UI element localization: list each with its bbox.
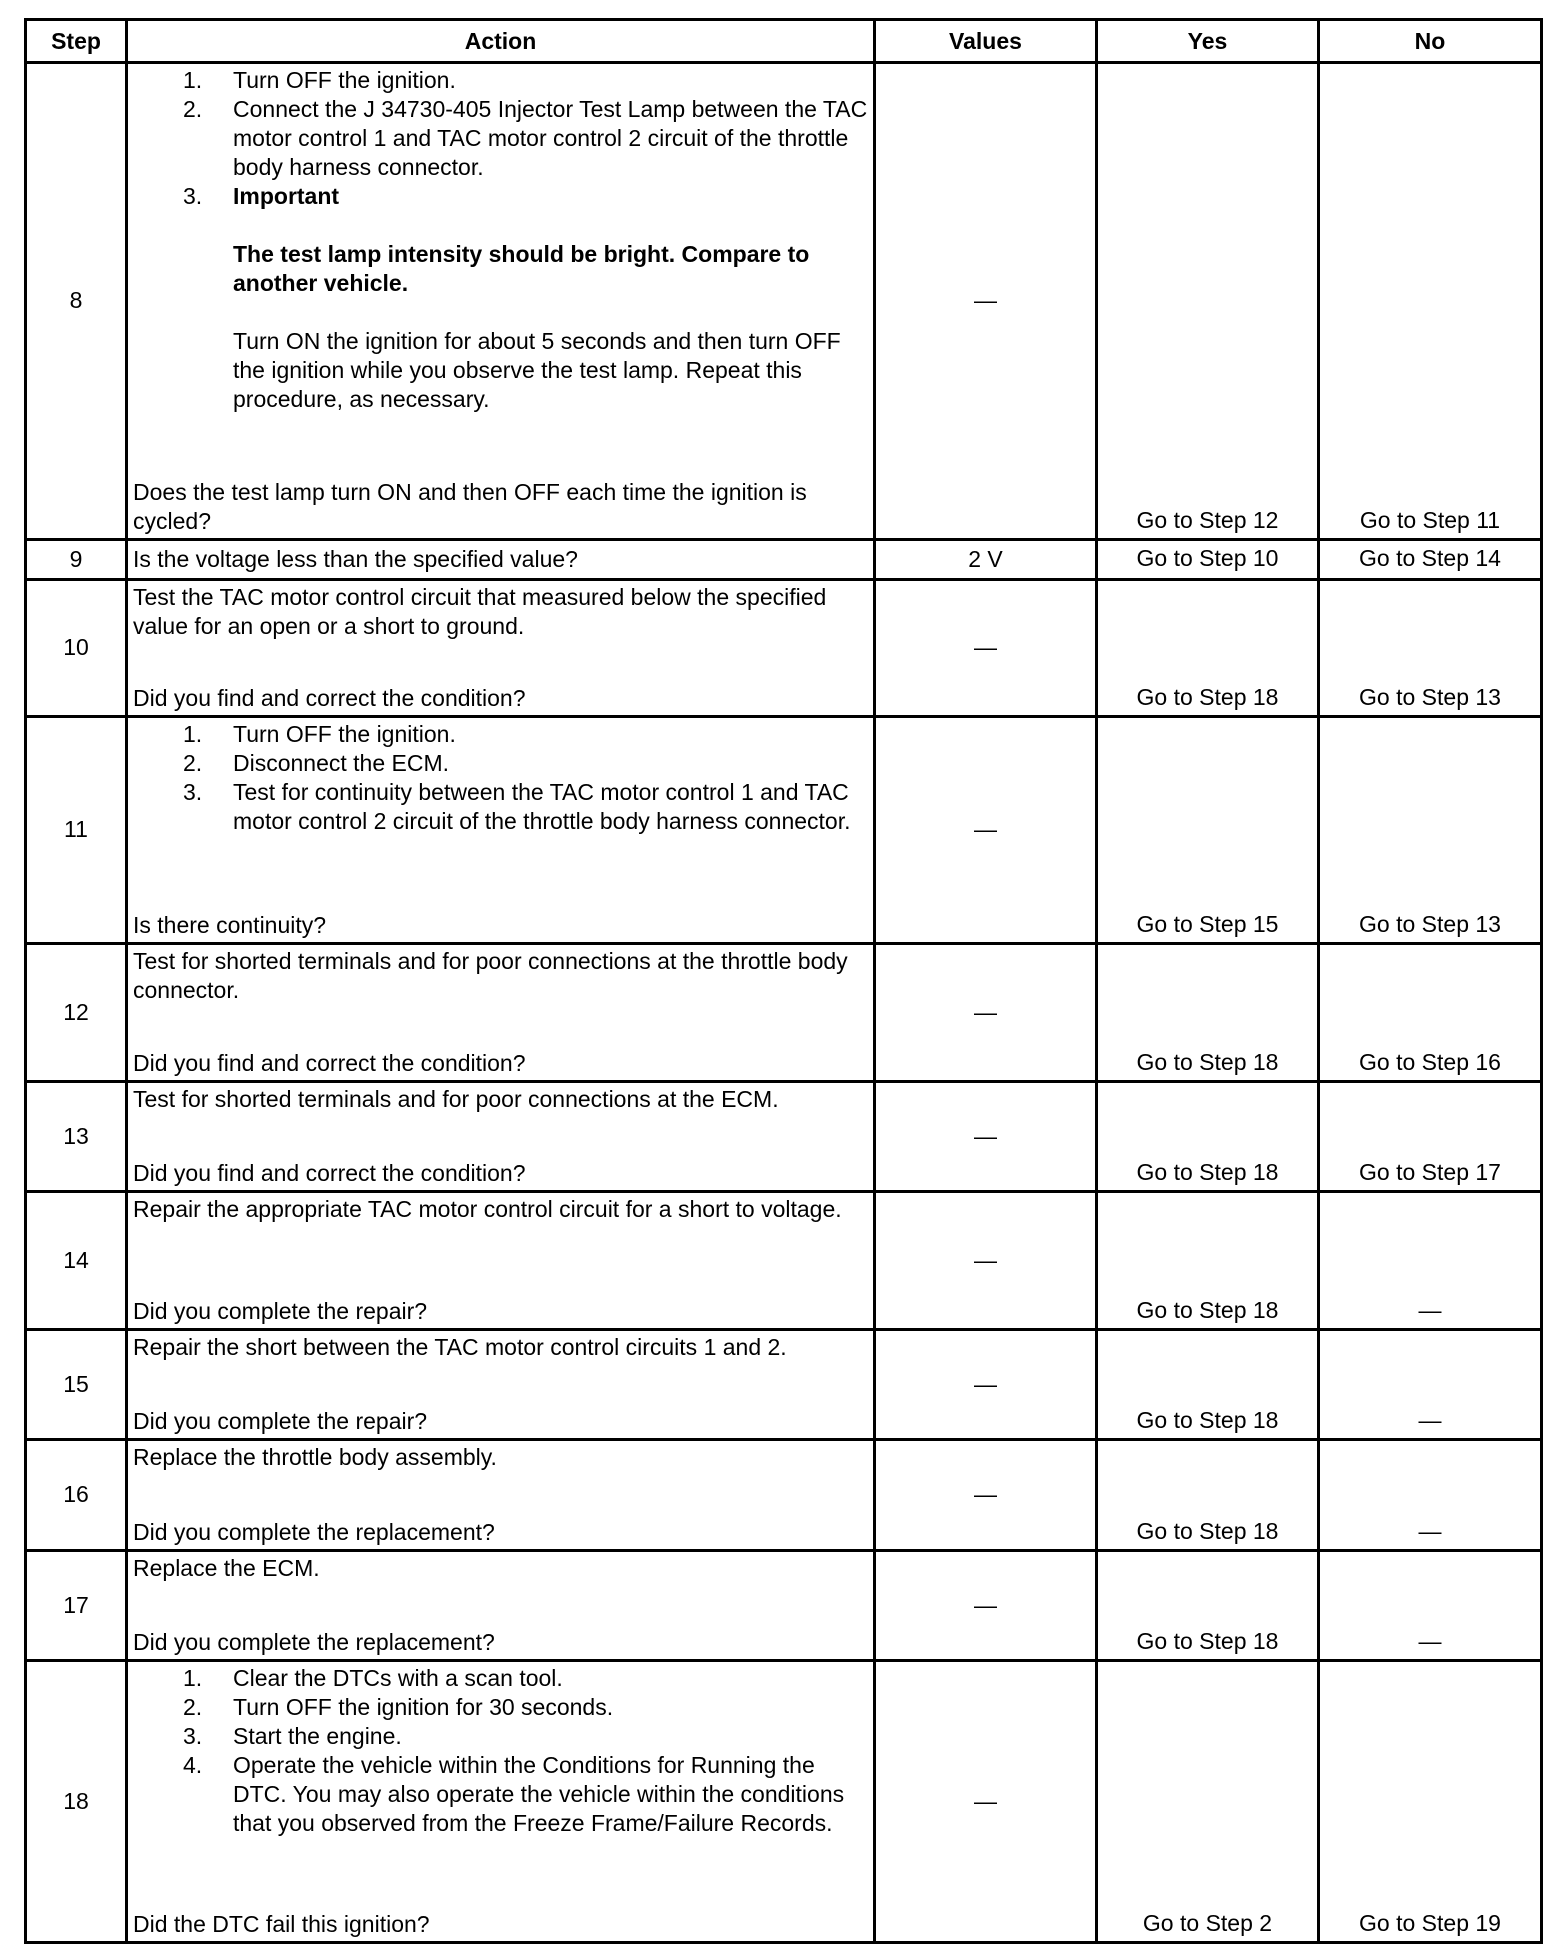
value-cell: — [875,1440,1097,1550]
question-text: Did you complete the replacement? [133,1518,495,1545]
action-cell [127,1192,875,1330]
table-row [26,943,1542,1081]
action-text: Replace the ECM. [133,1554,320,1581]
no-cell: Go to Step 19 [1319,1660,1542,1942]
list-item: 3. Important The test lamp intensity should be bright. Compare to another vehicle. Turn ON the ignition for about 5 seconds and then turn OFF the ignition while you observe the test lamp. Repeat this procedure, as necessary. [133,182,869,414]
question-text: Did you complete the repair? [133,1298,428,1325]
table-row [26,1330,1542,1440]
question-text: Did you find and correct the condition? [133,1050,526,1077]
table-row [26,1082,1542,1192]
procedure-list [133,720,869,836]
question-text: Did you complete the repair? [133,1408,428,1435]
value-cell: — [875,943,1097,1081]
yes-cell: Go to Step 15 [1097,716,1319,943]
table-row [26,1192,1542,1330]
value-cell: 2 V [875,539,1097,579]
action-text: Repair the appropriate TAC motor control circuit for a short to voltage. [133,1196,842,1223]
question-text: Did the DTC fail this ignition? [133,1911,430,1937]
list-item: 2. Connect the J 34730-405 Injector Test Lamp between the TAC motor control 1 and TAC motor control 2 circuit of the throttle body harness connector. [183,96,868,180]
value-cell: — [875,63,1097,540]
no-cell: — [1319,1550,1542,1660]
action-cell [127,943,875,1081]
no-cell: Go to Step 14 [1319,539,1542,579]
yes-cell: Go to Step 18 [1097,579,1319,716]
action-cell [127,579,875,716]
list-item: 3. Start the engine. [183,1722,402,1749]
list-item: 1. Clear the DTCs with a scan tool. [183,1664,563,1691]
step-number: 13 [26,1082,127,1192]
header-step: Step [26,20,127,63]
action-cell [127,1440,875,1550]
header-no: No [1319,20,1542,63]
step-number: 18 [26,1660,127,1942]
action-text: Test for shorted terminals and for poor connections at the throttle body connector. [133,947,848,1003]
no-cell: Go to Step 11 [1319,63,1542,540]
action-text: Replace the throttle body assembly. [133,1444,497,1471]
list-item: 4. Operate the vehicle within the Conditions for Running the DTC. You may also operate the vehicle within the conditions that you observed from the Freeze Frame/Failure Records. [183,1751,845,1836]
yes-cell: Go to Step 18 [1097,943,1319,1081]
list-item: 2. Turn OFF the ignition for 30 seconds. [183,1693,614,1720]
yes-cell: Go to Step 2 [1097,1660,1319,1942]
yes-cell: Go to Step 18 [1097,1082,1319,1192]
question-text: Did you complete the replacement? [133,1628,495,1655]
step-number: 8 [26,63,127,540]
action-cell [127,63,875,540]
table-row [26,1550,1542,1660]
action-cell [127,1330,875,1440]
table-row [26,579,1542,716]
no-cell: — [1319,1330,1542,1440]
no-cell: Go to Step 13 [1319,579,1542,716]
procedure-list [133,66,869,414]
no-cell: Go to Step 16 [1319,943,1542,1081]
header-action: Action [127,20,875,63]
header-yes: Yes [1097,20,1319,63]
yes-cell: Go to Step 18 [1097,1550,1319,1660]
table-row [26,716,1542,943]
list-item: 1. Turn OFF the ignition. [183,67,456,93]
diagnostic-table [24,18,1543,1944]
value-cell: — [875,1550,1097,1660]
list-item: 2. Disconnect the ECM. [183,749,450,776]
step-number: 15 [26,1330,127,1440]
action-cell: Is the voltage less than the specified value? [127,539,875,579]
yes-cell: Go to Step 18 [1097,1330,1319,1440]
step-number: 11 [26,716,127,943]
header-row [26,20,1542,63]
table-row [26,63,1542,540]
action-cell [127,1550,875,1660]
question-text: Is there continuity? [133,911,327,938]
step-number: 17 [26,1550,127,1660]
yes-cell: Go to Step 10 [1097,539,1319,579]
question-text: Does the test lamp turn ON and then OFF each time the ignition is cycled? [133,478,807,534]
list-item: 1. Turn OFF the ignition. [183,720,456,747]
value-cell: — [875,1082,1097,1192]
action-text: Test for shorted terminals and for poor connections at the ECM. [133,1086,779,1113]
list-item: 3. Test for continuity between the TAC motor control 1 and TAC motor control 2 circuit of the throttle body harness connector. [183,778,851,834]
step-number: 14 [26,1192,127,1330]
header-values: Values [875,20,1097,63]
table-row [26,1660,1542,1942]
question-text: Did you find and correct the condition? [133,684,526,711]
yes-cell: Go to Step 18 [1097,1192,1319,1330]
action-cell [127,1082,875,1192]
value-cell: — [875,579,1097,716]
yes-cell: Go to Step 18 [1097,1440,1319,1550]
step-number: 12 [26,943,127,1081]
step-number: 10 [26,579,127,716]
step-number: 9 [26,539,127,579]
action-cell [127,1660,875,1942]
action-cell [127,716,875,943]
question-text: Did you find and correct the condition? [133,1160,526,1187]
value-cell: — [875,1660,1097,1942]
table-row [26,1440,1542,1550]
procedure-text: Turn ON the ignition for about 5 seconds and then turn OFF the ignition while you observe the test lamp. Repeat this procedure, as necessary. [233,328,841,412]
action-text: Test the TAC motor control circuit that measured below the specified value for an open or a short to ground. [133,583,827,639]
table-row [26,539,1542,579]
no-cell: — [1319,1192,1542,1330]
step-number: 16 [26,1440,127,1550]
value-cell: — [875,1192,1097,1330]
procedure-list [133,1664,869,1838]
yes-cell: Go to Step 12 [1097,63,1319,540]
important-note: The test lamp intensity should be bright. Compare to another vehicle. [233,241,810,296]
value-cell: — [875,1330,1097,1440]
action-text: Repair the short between the TAC motor control circuits 1 and 2. [133,1334,787,1361]
no-cell: Go to Step 13 [1319,716,1542,943]
no-cell: Go to Step 17 [1319,1082,1542,1192]
no-cell: — [1319,1440,1542,1550]
value-cell: — [875,716,1097,943]
